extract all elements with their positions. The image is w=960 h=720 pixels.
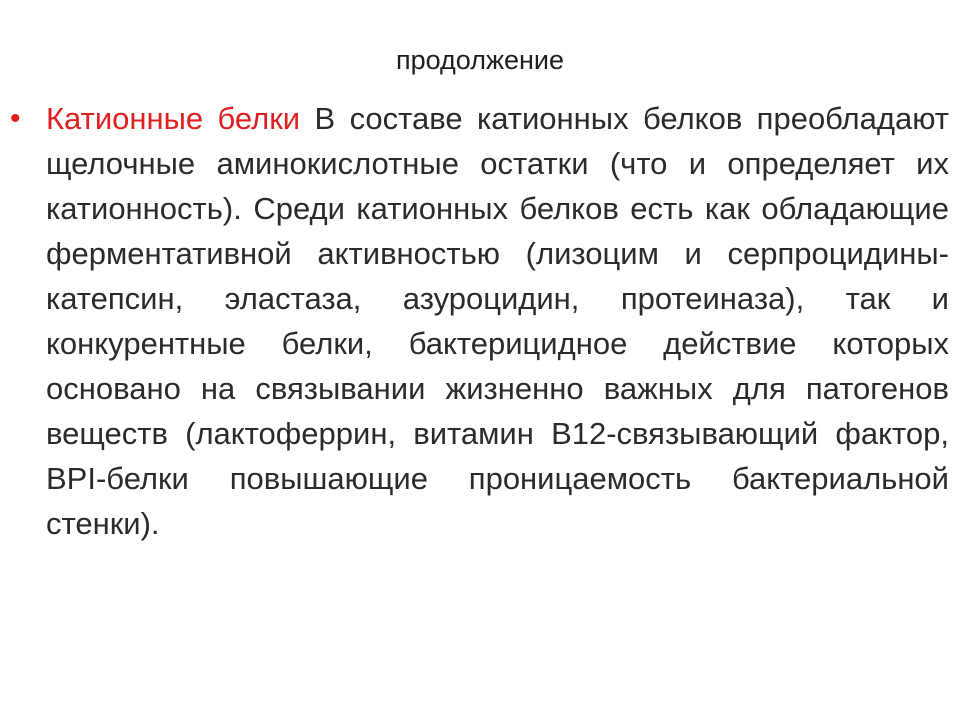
slide-title: продолжение (395, 45, 565, 75)
bullet-body: В составе катионных белков преобладают щелочные аминокислотные остатки (что и определяет их катионность). Среди катионных белков есть как обладающие ферментативной активностью (лизоцим и серпроцидины-катепсин, эластаза, азуроцидин, протеиназа), так и конкурентные белки, бактерицидное действие которых основано на связывании жизненно важных для патогенов веществ (лактоферрин, витамин В12-связывающий фактор, BPI-белки повышающие проницаемость бактериальной стенки). (46, 101, 949, 541)
bullet-paragraph (46, 96, 949, 546)
bullet-icon: • (10, 102, 21, 135)
bullet-item (10, 96, 949, 546)
term-highlight: Катионные белки (46, 101, 301, 136)
